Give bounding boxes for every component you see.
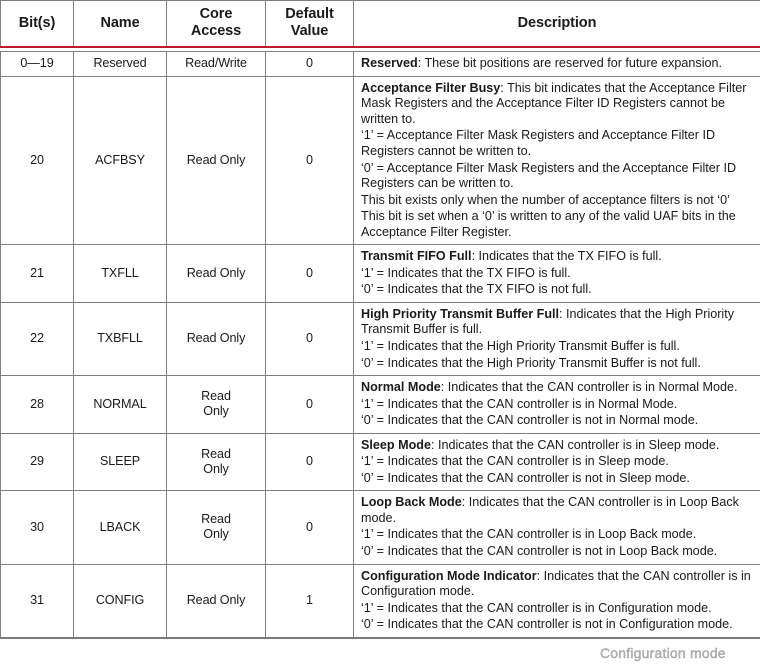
description-line: ‘0’ = Indicates that the CAN controller is not in Loop Back mode. — [361, 543, 718, 558]
column-header-core-access: Core Access — [167, 1, 266, 48]
table-row — [1, 433, 760, 491]
description-line: Transmit FIFO Full: Indicates that the TX FIFO is full. — [361, 249, 662, 264]
cell-access: Read Only — [167, 245, 266, 303]
page-watermark: Configuration mode — [600, 645, 726, 661]
table-row — [1, 564, 760, 638]
cell-name: ACFBSY — [74, 76, 167, 244]
table-row — [1, 491, 760, 564]
description-line: ‘1’ = Acceptance Filter Mask Registers and Acceptance Filter ID Registers cannot be written to. — [361, 128, 716, 158]
cell-name: Reserved — [74, 52, 167, 77]
description-line: Loop Back Mode: Indicates that the CAN controller is in Loop Back mode. — [361, 495, 739, 525]
cell-default: 0 — [266, 245, 354, 303]
description-line: This bit exists only when the number of acceptance filters is not ‘0’ — [361, 192, 730, 207]
cell-description — [354, 376, 760, 434]
description-term: Transmit FIFO Full — [361, 249, 472, 264]
cell-name: SLEEP — [74, 433, 167, 491]
cell-name: TXBFLL — [74, 302, 167, 375]
cell-default: 0 — [266, 433, 354, 491]
cell-description — [354, 433, 760, 491]
description-term: Acceptance Filter Busy — [361, 80, 501, 95]
description-line: ‘0’ = Indicates that the High Priority Transmit Buffer is not full. — [361, 355, 701, 370]
cell-access: Read/Write — [167, 52, 266, 77]
cell-default: 0 — [266, 76, 354, 244]
description-term: High Priority Transmit Buffer Full — [361, 306, 560, 321]
cell-access: Read Only — [167, 76, 266, 244]
cell-bits: 21 — [1, 245, 74, 303]
description-term: Reserved — [361, 56, 418, 71]
cell-description — [354, 564, 760, 638]
column-header-bits: Bit(s) — [1, 1, 74, 48]
table-header-row — [1, 1, 760, 48]
cell-bits: 28 — [1, 376, 74, 434]
cell-description — [354, 52, 760, 77]
table-row — [1, 376, 760, 434]
description-line: ‘1’ = Indicates that the CAN controller is in Sleep mode. — [361, 454, 669, 469]
description-term: Sleep Mode — [361, 437, 431, 452]
description-line: Normal Mode: Indicates that the CAN controller is in Normal Mode. — [361, 380, 738, 395]
table-body — [1, 52, 760, 638]
cell-description — [354, 491, 760, 564]
description-line: High Priority Transmit Buffer Full: Indicates that the High Priority Transmit Buffer is full. — [361, 306, 735, 337]
description-line: ‘1’ = Indicates that the High Priority Transmit Buffer is full. — [361, 338, 680, 353]
description-line: ‘1’ = Indicates that the CAN controller is in Configuration mode. — [361, 600, 712, 615]
cell-description — [354, 245, 760, 303]
cell-bits: 29 — [1, 433, 74, 491]
description-line: ‘0’ = Indicates that the CAN controller is not in Configuration mode. — [361, 617, 733, 632]
table-row — [1, 52, 760, 77]
cell-default: 0 — [266, 302, 354, 375]
column-header-default-value: Default Value — [266, 1, 354, 48]
table-row — [1, 302, 760, 375]
description-line: ‘0’ = Indicates that the TX FIFO is not full. — [361, 282, 592, 297]
description-term: Normal Mode — [361, 380, 441, 395]
cell-default: 0 — [266, 376, 354, 434]
table-header — [1, 1, 760, 52]
cell-description — [354, 76, 760, 244]
cell-name: CONFIG — [74, 564, 167, 638]
cell-bits: 0—19 — [1, 52, 74, 77]
cell-name: LBACK — [74, 491, 167, 564]
column-header-description: Description — [354, 1, 760, 48]
cell-access: Read Only — [167, 564, 266, 638]
description-line: ‘0’ = Acceptance Filter Mask Registers and the Acceptance Filter ID Registers can be written to. — [361, 160, 737, 191]
description-line: Configuration Mode Indicator: Indicates that the CAN controller is in Configuration mode. — [361, 568, 751, 599]
cell-bits: 20 — [1, 76, 74, 244]
description-term: Configuration Mode Indicator — [361, 568, 537, 583]
cell-access: Read Only — [167, 376, 266, 434]
cell-default: 0 — [266, 491, 354, 564]
cell-bits: 22 — [1, 302, 74, 375]
description-line: Acceptance Filter Busy: This bit indicates that the Acceptance Filter Mask Registers and the Acceptance Filter ID Registers cannot be written to. — [361, 80, 747, 126]
column-header-name: Name — [74, 1, 167, 48]
cell-name: TXFLL — [74, 245, 167, 303]
cell-access: Read Only — [167, 491, 266, 564]
description-line: Sleep Mode: Indicates that the CAN controller is in Sleep mode. — [361, 437, 720, 452]
cell-name: NORMAL — [74, 376, 167, 434]
table-row — [1, 76, 760, 244]
cell-default: 1 — [266, 564, 354, 638]
description-line: ‘0’ = Indicates that the CAN controller is not in Sleep mode. — [361, 470, 690, 485]
description-line: Reserved: These bit positions are reserved for future expansion. — [361, 56, 723, 71]
cell-access: Read Only — [167, 433, 266, 491]
cell-description — [354, 302, 760, 375]
description-line: ‘1’ = Indicates that the CAN controller is in Loop Back mode. — [361, 527, 697, 542]
description-line: ‘1’ = Indicates that the TX FIFO is full. — [361, 265, 571, 280]
cell-access: Read Only — [167, 302, 266, 375]
description-line: ‘0’ = Indicates that the CAN controller is not in Normal mode. — [361, 413, 699, 428]
description-line: ‘1’ = Indicates that the CAN controller is in Normal Mode. — [361, 396, 678, 411]
cell-default: 0 — [266, 52, 354, 77]
description-term: Loop Back Mode — [361, 495, 462, 510]
description-line: This bit is set when a ‘0’ is written to any of the valid UAF bits in the Acceptance Filter Register. — [361, 209, 736, 239]
cell-bits: 30 — [1, 491, 74, 564]
table-row — [1, 245, 760, 303]
cell-bits: 31 — [1, 564, 74, 638]
